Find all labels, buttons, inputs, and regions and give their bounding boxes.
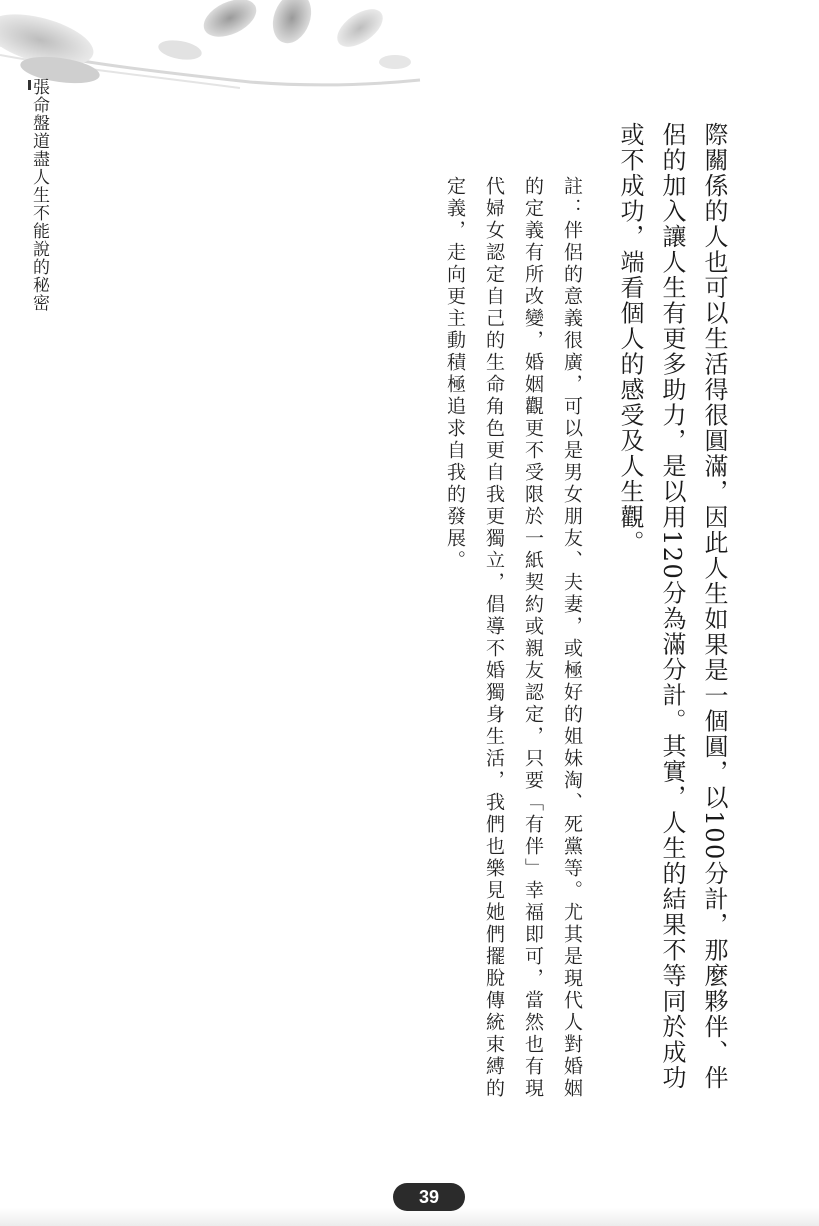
main-paragraph: 際關係的人也可以生活得很圓滿，因此人生如果是一個圓，以100分計，那麼夥伴、伴侶的加入讓人生有更多助力，是以用120分為滿分計。其實，人生的結果不等同於成功或不成功，端看個人的感受及人生觀。 bbox=[616, 122, 728, 1091]
main-body-text bbox=[609, 122, 735, 1112]
leaf-decoration-icon bbox=[0, 0, 430, 105]
note-paragraph: 註：伴侶的意義很廣，可以是男女朋友、夫妻，或極好的姐妹淘、死黨等。尤其是現代人對婚姻的定義有所改變，婚姻觀更不受限於一紙契約或親友認定，只要「有伴」幸福即可，當然也有現代婦女認定自己的生命角色更自我更獨立，倡導不婚獨身生活，我們也樂見她們擺脫傳統束縛的定義，走向更主動積極追求自我的發展。 bbox=[444, 176, 583, 1100]
page-number: 39 bbox=[393, 1183, 465, 1211]
footnote-text bbox=[435, 176, 591, 1116]
running-title: 張命盤道盡人生不能說的秘密 bbox=[29, 78, 49, 312]
